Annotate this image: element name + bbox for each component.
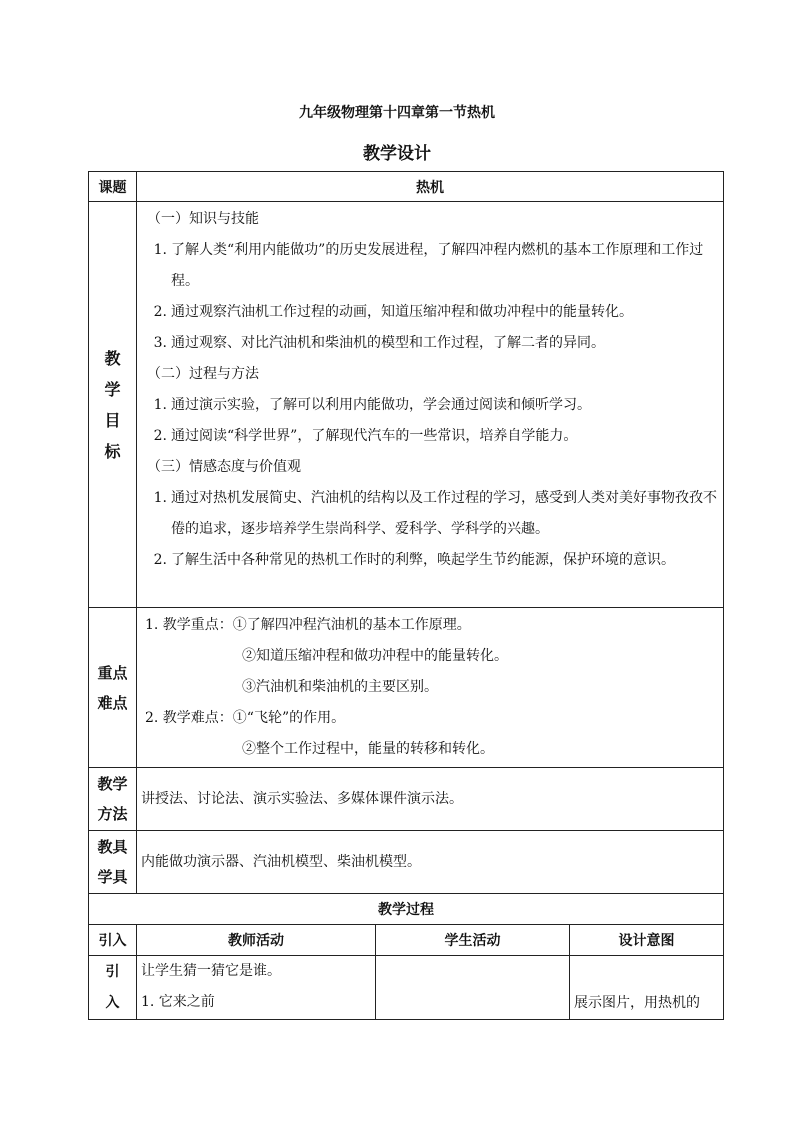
process-row-label	[89, 956, 137, 1020]
tools-label	[89, 831, 137, 894]
objectives-label	[89, 202, 137, 608]
teacher-activity-line: 1. 它来之前	[141, 994, 215, 1010]
process-header-row	[89, 894, 724, 925]
methods-label	[89, 768, 137, 831]
column-header: 引入	[89, 925, 137, 956]
lesson-plan-table	[88, 171, 724, 1020]
tools-row	[89, 831, 724, 894]
item-number: 2.	[153, 304, 167, 320]
key-point-line: ②整个工作过程中，能量的转移和转化。	[242, 741, 494, 757]
tools-label-line: 教具	[97, 838, 128, 856]
tools-label-line: 学具	[97, 868, 128, 886]
list-item	[137, 390, 717, 421]
key-points-label	[89, 608, 137, 768]
item-number: 1.	[153, 397, 167, 413]
list-item	[137, 421, 717, 452]
item-text: 通过演示实验，了解可以利用内能做功，学会通过阅读和倾听学习。	[171, 397, 591, 413]
objectives-row	[89, 202, 724, 608]
list-item	[137, 328, 717, 359]
process-row-label-char: 入	[105, 994, 120, 1011]
section-heading: （二）过程与方法	[147, 366, 259, 382]
list-item	[137, 483, 717, 545]
key-points-label-line: 难点	[97, 693, 128, 712]
topic-label: 课题	[89, 172, 137, 202]
objectives-label-char: 目	[104, 410, 121, 430]
process-row	[89, 956, 724, 1020]
item-text: 了解人类“利用内能做功”的历史发展进程，了解四冲程内燃机的基本工作原理和工作过程。	[171, 242, 704, 289]
key-points-content	[137, 608, 724, 768]
key-point-line: ②知道压缩冲程和做功冲程中的能量转化。	[242, 648, 508, 664]
key-point-line: ③汽油机和柴油机的主要区别。	[242, 679, 438, 695]
methods-value: 讲授法、讨论法、演示实验法、多媒体课件演示法。	[137, 768, 724, 831]
process-row-label-char: 引	[105, 963, 120, 980]
objectives-label-char: 标	[104, 441, 121, 461]
process-header: 教学过程	[89, 894, 724, 925]
section-heading: （三）情感态度与价值观	[147, 459, 301, 475]
document-title: 九年级物理第十四章第一节热机	[299, 105, 495, 121]
column-header: 设计意图	[570, 925, 724, 956]
section-heading: （一）知识与技能	[147, 211, 259, 227]
item-number: 2.	[153, 552, 167, 568]
key-points-row	[89, 608, 724, 768]
objectives-content	[137, 202, 724, 608]
list-item	[137, 297, 717, 328]
topic-row	[89, 172, 724, 202]
item-number: 1.	[153, 490, 167, 506]
item-text: 通过观察汽油机工作过程的动画，知道压缩冲程和做功冲程中的能量转化。	[171, 304, 633, 320]
key-points-label-line: 重点	[97, 663, 128, 682]
objectives-label-char: 教	[104, 348, 121, 368]
item-text: 通过观察、对比汽油机和柴油机的模型和工作过程，了解二者的异同。	[171, 335, 605, 351]
key-point-line: 2. 教学难点：①“飞轮”的作用。	[145, 710, 346, 726]
topic-value: 热机	[137, 172, 724, 202]
design-intent-line: 展示图片，用热机的	[574, 995, 700, 1011]
student-activity	[376, 956, 570, 1020]
key-point-line: 1. 教学重点：①了解四冲程汽油机的基本工作原理。	[145, 617, 471, 633]
teacher-activity-line: 让学生猜一猜它是谁。	[141, 963, 281, 979]
column-header: 教师活动	[137, 925, 376, 956]
column-header: 学生活动	[376, 925, 570, 956]
tools-value: 内能做功演示器、汽油机模型、柴油机模型。	[137, 831, 724, 894]
design-intent	[570, 956, 724, 1020]
objectives-label-char: 学	[104, 379, 121, 399]
item-text: 通过对热机发展简史、汽油机的结构以及工作过程的学习，感受到人类对美好事物孜孜不倦的追求，逐步培养学生崇尚科学、爱科学、学科学的兴趣。	[171, 490, 717, 537]
teacher-activity	[137, 956, 376, 1020]
list-item	[137, 235, 717, 297]
item-number: 2.	[153, 428, 167, 444]
item-number: 1.	[153, 242, 167, 258]
methods-label-line: 教学	[97, 775, 128, 793]
item-number: 3.	[153, 335, 167, 351]
item-text: 了解生活中各种常见的热机工作时的利弊，唤起学生节约能源，保护环境的意识。	[171, 552, 675, 568]
list-item	[137, 545, 717, 576]
document-subtitle: 教学设计	[363, 144, 431, 164]
process-columns-row	[89, 925, 724, 956]
item-text: 通过阅读“科学世界”，了解现代汽车的一些常识，培养自学能力。	[171, 428, 578, 444]
methods-row	[89, 768, 724, 831]
methods-label-line: 方法	[97, 805, 128, 823]
